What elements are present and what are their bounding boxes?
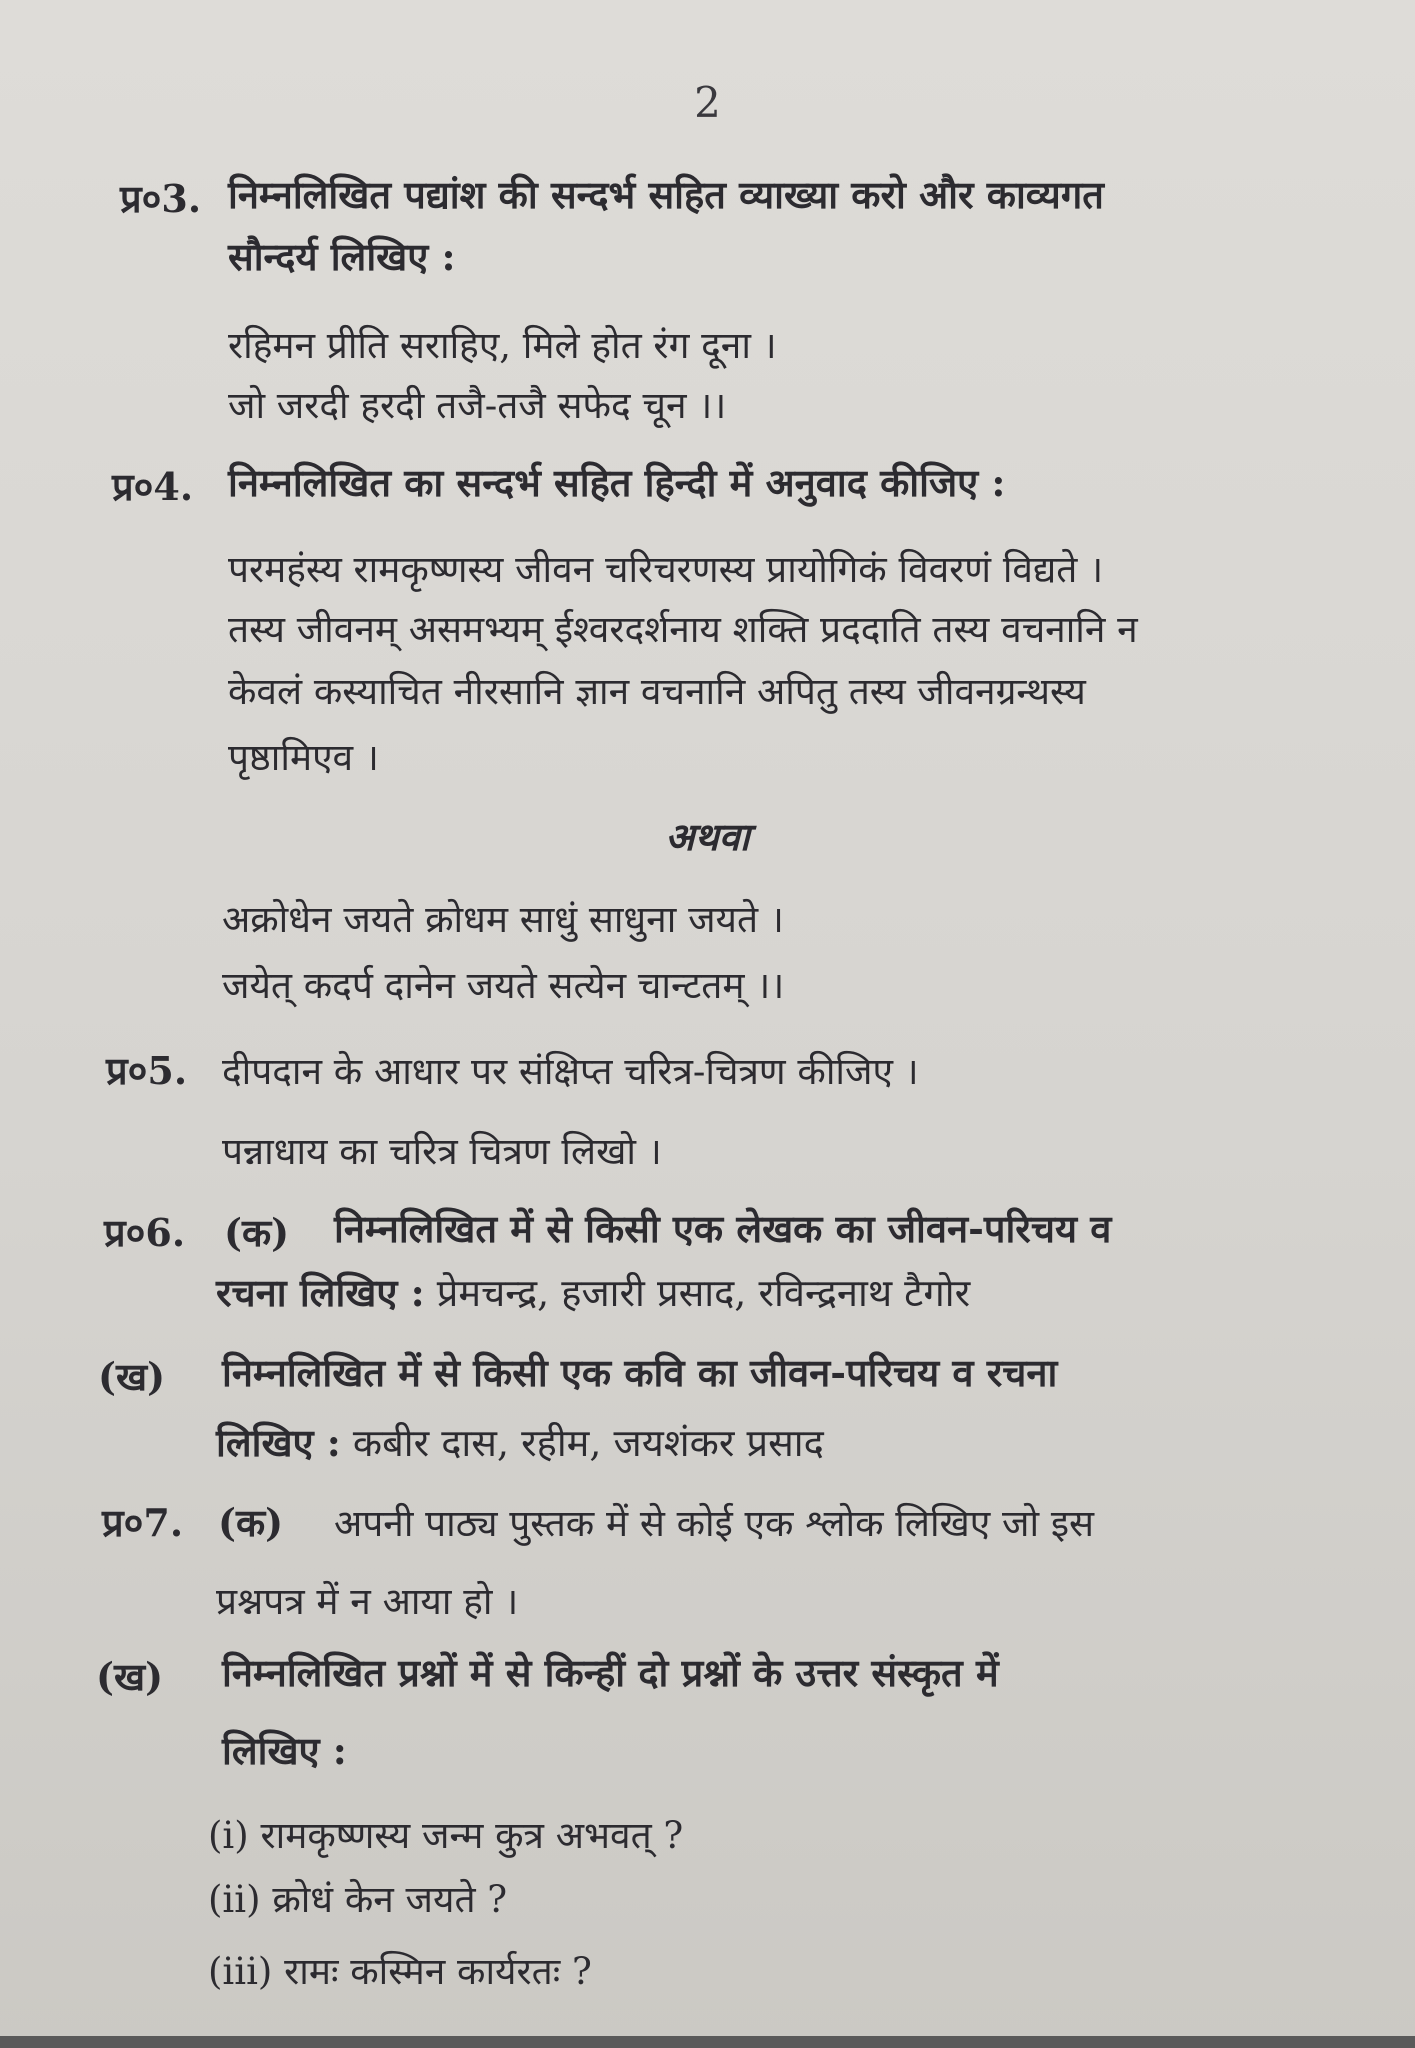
- q6-part-a-line2: [216, 1270, 970, 1317]
- q4-verse-line1: अक्रोधेन जयते क्रोधम साधुं साधुना जयते ।: [222, 898, 784, 941]
- q4-para-line3: केवलं कस्याचित नीरसानि ज्ञान वचनानि अपितु तस्य जीवनग्रन्थस्य: [228, 670, 1086, 713]
- q4-para-line4: पृष्ठामिएव ।: [228, 736, 379, 779]
- q3-verse-line1: रहिमन प्रीति सराहिए, मिले होत रंग दूना ।: [228, 324, 777, 367]
- q7-part-b-line1: निम्नलिखित प्रश्नों में से किन्हीं दो प्रश्नों के उत्तर संस्कृत में: [222, 1650, 999, 1695]
- q7-subquestion-1: [208, 1808, 683, 1859]
- q7-part-a-line1: अपनी पाठ्य पुस्तक में से कोई एक श्लोक लिखिए जो इस: [334, 1502, 1095, 1545]
- q6-part-b-line2-bold: लिखिए :: [216, 1420, 341, 1465]
- q4-label: प्र०4.: [112, 464, 194, 509]
- q6-part-b-line1: निम्नलिखित में से किसी एक कवि का जीवन-परिचय व रचना: [222, 1350, 1058, 1395]
- q7-part-a-line2: प्रश्नपत्र में न आया हो ।: [216, 1580, 519, 1623]
- q6-part-a-line1: निम्नलिखित में से किसी एक लेखक का जीवन-परिचय व: [334, 1206, 1112, 1251]
- q6-part-a-authors: प्रेमचन्द्र, हजारी प्रसाद, रविन्द्रनाथ टैगोर: [436, 1271, 971, 1315]
- or-separator: अथवा: [665, 814, 750, 859]
- q6-part-a-label: (क): [224, 1210, 290, 1255]
- q5-label: प्र०5.: [106, 1048, 188, 1093]
- subquestion-number: (iii): [208, 1950, 273, 1993]
- q3-heading-line2: सौन्दर्य लिखिए :: [228, 234, 456, 279]
- subquestion-number: (i): [208, 1814, 249, 1857]
- q4-para-line2: तस्य जीवनम् असमभ्यम् ईश्वरदर्शनाय शक्ति प्रददाति तस्य वचनानि न: [228, 608, 1138, 651]
- subquestion-text: रामकृष्णस्य जन्म कुत्र अभवत् ?: [260, 1814, 684, 1857]
- q5-line2: पन्नाधाय का चरित्र चित्रण लिखो ।: [222, 1130, 662, 1173]
- q6-part-b-line2: [216, 1420, 824, 1467]
- q6-part-b-poets: कबीर दास, रहीम, जयशंकर प्रसाद: [352, 1421, 824, 1465]
- page-number: 2: [694, 78, 721, 127]
- q4-para-line1: परमहंस्य रामकृष्णस्य जीवन चरिचरणस्य प्रायोगिकं विवरणं विद्यते ।: [228, 548, 1104, 591]
- q3-heading-line1: निम्नलिखित पद्यांश की सन्दर्भ सहित व्याख्या करो और काव्यगत: [228, 172, 1104, 217]
- page-bottom-edge: [0, 2036, 1415, 2048]
- q3-verse-line2: जो जरदी हरदी तजै-तजै सफेद चून ।।: [228, 384, 727, 427]
- q7-part-b-line2: लिखिए :: [222, 1728, 347, 1773]
- subquestion-text: क्रोधं केन जयते ?: [272, 1878, 508, 1921]
- subquestion-number: (ii): [208, 1878, 261, 1921]
- q7-label: प्र०7.: [102, 1500, 184, 1545]
- subquestion-text: रामः कस्मिन कार्यरतः ?: [284, 1950, 592, 1993]
- q6-label: प्र०6.: [104, 1210, 186, 1255]
- q7-part-a-label: (क): [218, 1500, 284, 1545]
- q6-part-a-line2-bold: रचना लिखिए :: [216, 1270, 425, 1315]
- q7-part-b-label: (ख): [96, 1654, 164, 1699]
- q7-subquestion-2: [208, 1872, 507, 1923]
- q4-heading: निम्नलिखित का सन्दर्भ सहित हिन्दी में अनुवाद कीजिए :: [228, 460, 1006, 505]
- q6-part-b-label: (ख): [98, 1354, 166, 1399]
- q3-label: प्र०3.: [120, 176, 202, 221]
- q7-subquestion-3: [208, 1944, 592, 1995]
- q5-line1: दीपदान के आधार पर संक्षिप्त चरित्र-चित्रण कीजिए ।: [222, 1050, 919, 1093]
- q4-verse-line2: जयेत् कदर्प दानेन जयते सत्येन चान्टतम् ।।: [222, 964, 785, 1007]
